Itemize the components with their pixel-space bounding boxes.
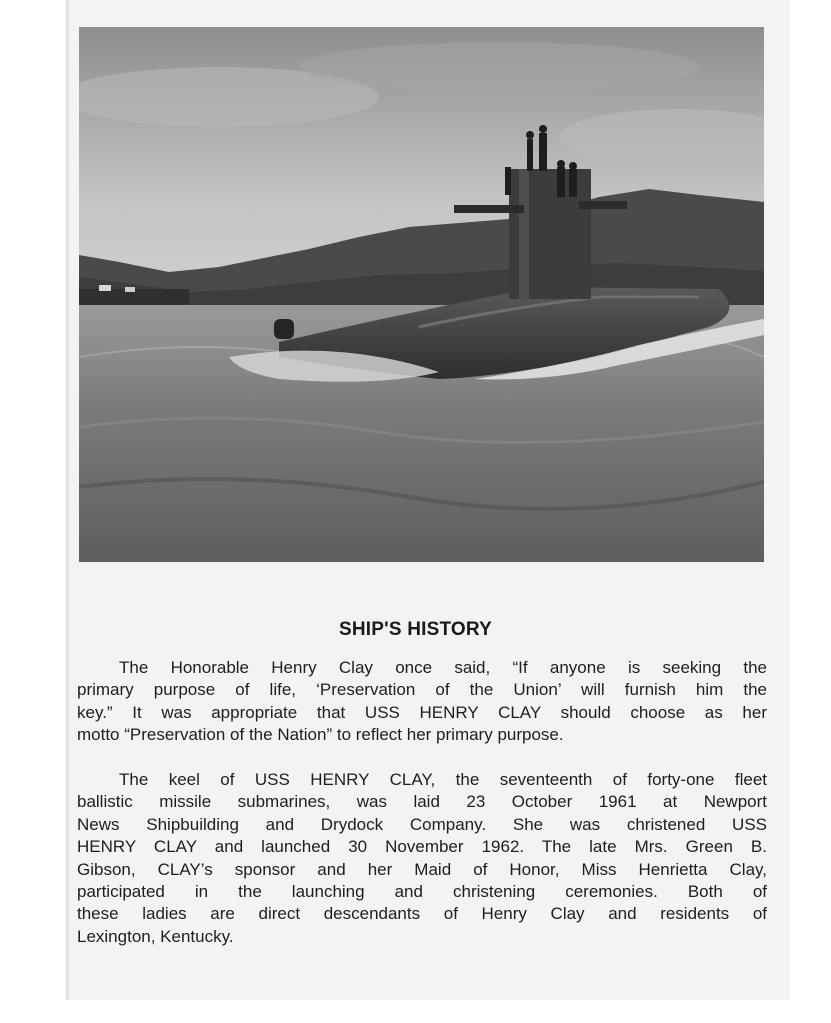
paragraph-line: The keel of USS HENRY CLAY, the seventeenth of forty-one fleet (119, 770, 767, 789)
paragraph-line: key.” It was appropriate that USS HENRY CLAY should choose as her (77, 702, 767, 722)
paragraph-line: ballistic missile submarines, was laid 23 October 1961 at Newport (77, 792, 767, 812)
paragraph-line: News Shipbuilding and Drydock Company. She was christened USS (77, 814, 767, 834)
paragraph-line: motto “Preservation of the Nation” to reflect her primary purpose. (77, 725, 564, 745)
paragraph-line: Gibson, CLAY’s sponsor and her Maid of Honor, Miss Henrietta Clay, (77, 859, 767, 879)
paragraph-line: primary purpose of life, ‘Preservation of the Union’ will furnish him the (77, 680, 767, 700)
page-title: SHIP'S HISTORY (338, 619, 493, 640)
paragraph-line: HENRY CLAY and launched 30 November 1962. The late Mrs. Green B. (77, 837, 767, 857)
submarine-photo (79, 27, 764, 562)
paragraph-line: participated in the launching and christening ceremonies. Both of (77, 882, 767, 902)
paragraph-line: these ladies are direct descendants of Henry Clay and residents of (77, 904, 767, 924)
paragraph-2 (77, 769, 767, 948)
paragraph-line: Lexington, Kentucky. (77, 926, 234, 946)
paragraph-1 (77, 657, 767, 747)
paragraph-line: The Honorable Henry Clay once said, “If anyone is seeking the (119, 658, 767, 677)
